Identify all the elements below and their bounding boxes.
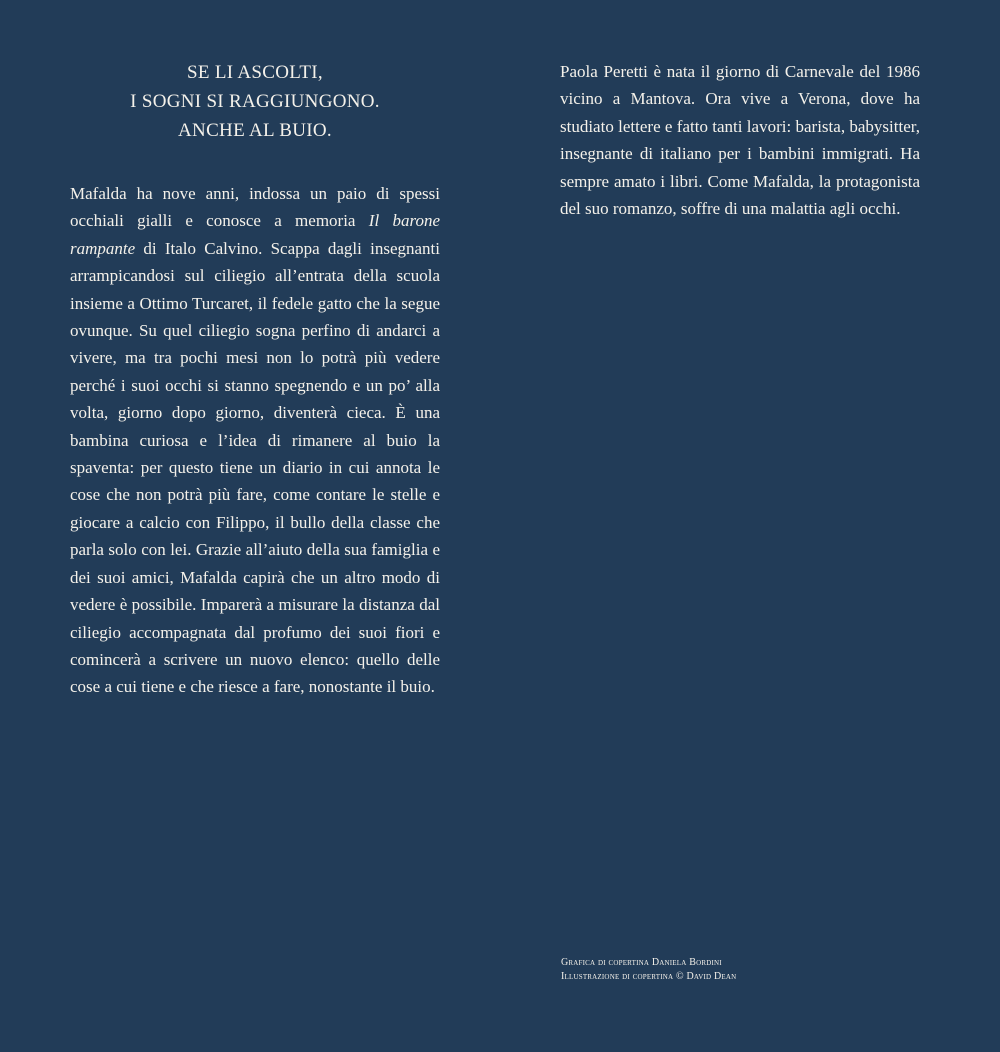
headline-line-1: SE LI ASCOLTI, bbox=[187, 62, 323, 83]
cover-illustration-credit: Illustrazione di copertina © David Dean bbox=[561, 971, 737, 982]
left-column bbox=[70, 58, 440, 701]
headline-line-3: ANCHE AL BUIO. bbox=[178, 120, 332, 141]
author-bio-paragraph: Paola Peretti è nata il giorno di Carnevale del 1986 vicino a Mantova. Ora vive a Verona, dove ha studiato lettere e fatto tanti lavori: barista, babysitter, insegnante di italiano per i bambini immigrati. Ha sempre amato i libri. Come Mafalda, la protagonista del suo romanzo, soffre di una malattia agli occhi. bbox=[560, 62, 920, 219]
cover-design-credit: Grafica di copertina Daniela Bordini bbox=[561, 957, 722, 968]
headline bbox=[70, 58, 440, 145]
headline-line-2: I SOGNI SI RAGGIUNGONO. bbox=[130, 91, 380, 112]
synopsis-text-rest: di Italo Calvino. Scappa dagli insegnanti arrampicandosi sul ciliegio all’entrata della scuola insieme a Ottimo Turcaret, il fedele gatto che la segue ovunque. Su quel ciliegio sogna perfino di andarci a vivere, ma tra pochi mesi non lo potrà più vedere perché i suoi occhi si stanno spegnendo e un po’ alla volta, giorno dopo giorno, diventerà cieca. È una bambina curiosa e l’idea di rimanere al buio la spaventa: per questo tiene un diario in cui annota le cose che non potrà più fare, come contare le stelle e giocare a calcio con Filippo, il bullo della classe che parla solo con lei. Grazie all’aiuto della sua famiglia e dei suoi amici, Mafalda capirà che un altro modo di vedere è possibile. Imparerà a misurare la distanza dal ciliegio accompagnata dal profumo dei suoi fiori e comincerà a scrivere un nuovo elenco: quello delle cose a cui tiene e che riesce a fare, nonostante il buio. bbox=[70, 238, 440, 697]
cover-credits bbox=[561, 956, 881, 984]
right-column bbox=[560, 58, 920, 222]
synopsis-text-start: Mafalda ha nove anni, indossa un paio di spessi occhiali gialli e conosce a memoria bbox=[70, 184, 440, 231]
book-title-italic: Il barone rampante bbox=[70, 211, 440, 258]
synopsis-paragraph bbox=[70, 180, 440, 701]
